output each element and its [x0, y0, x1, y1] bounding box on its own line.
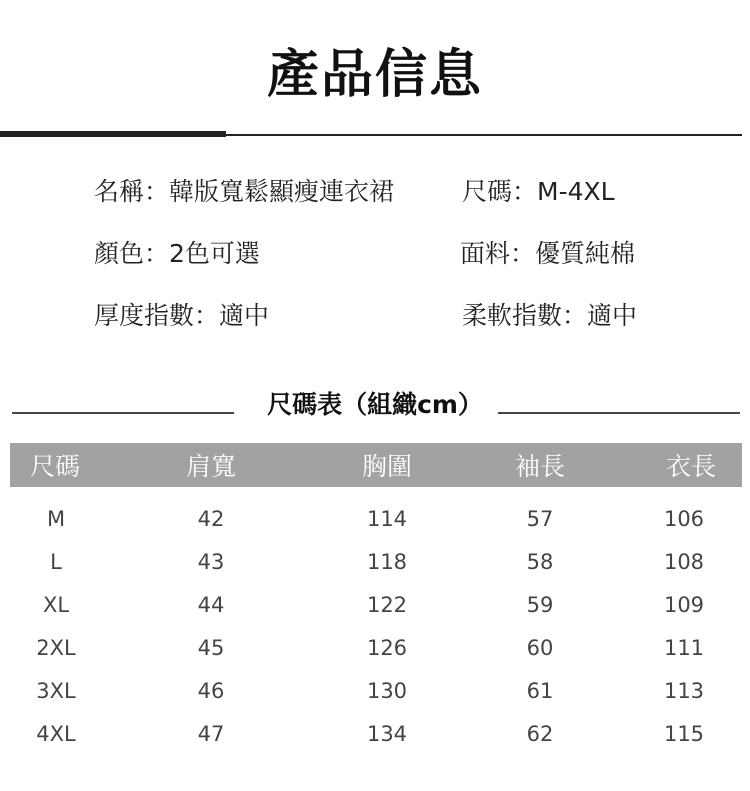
cell-size: XL — [42, 592, 70, 617]
cell-shoulder: 44 — [197, 592, 225, 617]
cell-sleeve: 57 — [526, 506, 554, 531]
size-table — [10, 443, 742, 755]
info-size: 尺碼：M-4XL — [462, 177, 615, 206]
cell-size: 4XL — [36, 721, 76, 746]
cell-length: 109 — [663, 592, 705, 617]
page-title: 產品信息 — [266, 45, 483, 105]
table-row — [10, 712, 742, 755]
cell-sleeve: 61 — [526, 678, 554, 703]
table-row — [10, 583, 742, 626]
cell-shoulder: 43 — [197, 549, 225, 574]
cell-length: 115 — [663, 721, 705, 746]
header-sleeve: 袖長 — [454, 443, 626, 487]
cell-sleeve: 59 — [526, 592, 554, 617]
cell-chest: 130 — [366, 678, 408, 703]
header-chest: 胸圍 — [320, 443, 454, 487]
table-row — [10, 487, 742, 540]
table-row — [10, 669, 742, 712]
table-row — [10, 540, 742, 583]
cell-shoulder: 45 — [197, 635, 225, 660]
cell-chest: 122 — [366, 592, 408, 617]
title-divider-accent — [0, 131, 226, 137]
cell-length: 108 — [663, 549, 705, 574]
cell-length: 113 — [663, 678, 705, 703]
cell-sleeve: 58 — [526, 549, 554, 574]
info-color: 顏色：2色可選 — [94, 239, 260, 268]
cell-size: 2XL — [36, 635, 76, 660]
cell-shoulder: 47 — [197, 721, 225, 746]
cell-size: 3XL — [36, 678, 76, 703]
cell-size: M — [46, 506, 66, 531]
header-shoulder: 肩寬 — [102, 443, 320, 487]
info-name: 名稱：韓版寬鬆顯瘦連衣裙 — [94, 177, 395, 206]
size-chart-title: 尺碼表（組織cm） — [267, 390, 483, 419]
cell-length: 106 — [663, 506, 705, 531]
info-thickness: 厚度指數：適中 — [94, 301, 270, 330]
section-divider-right — [498, 412, 740, 414]
info-softness: 柔軟指數：適中 — [462, 301, 638, 330]
table-row — [10, 626, 742, 669]
cell-chest: 126 — [366, 635, 408, 660]
header-size: 尺碼 — [10, 443, 102, 487]
cell-sleeve: 62 — [526, 721, 554, 746]
cell-sleeve: 60 — [526, 635, 554, 660]
header-length: 衣長 — [626, 443, 742, 487]
cell-shoulder: 42 — [197, 506, 225, 531]
cell-size: L — [50, 549, 62, 574]
cell-chest: 114 — [366, 506, 408, 531]
cell-chest: 118 — [366, 549, 408, 574]
info-fabric: 面料：優質純棉 — [460, 239, 636, 268]
cell-shoulder: 46 — [197, 678, 225, 703]
size-table-header — [10, 443, 742, 487]
cell-chest: 134 — [366, 721, 408, 746]
cell-length: 111 — [663, 635, 705, 660]
